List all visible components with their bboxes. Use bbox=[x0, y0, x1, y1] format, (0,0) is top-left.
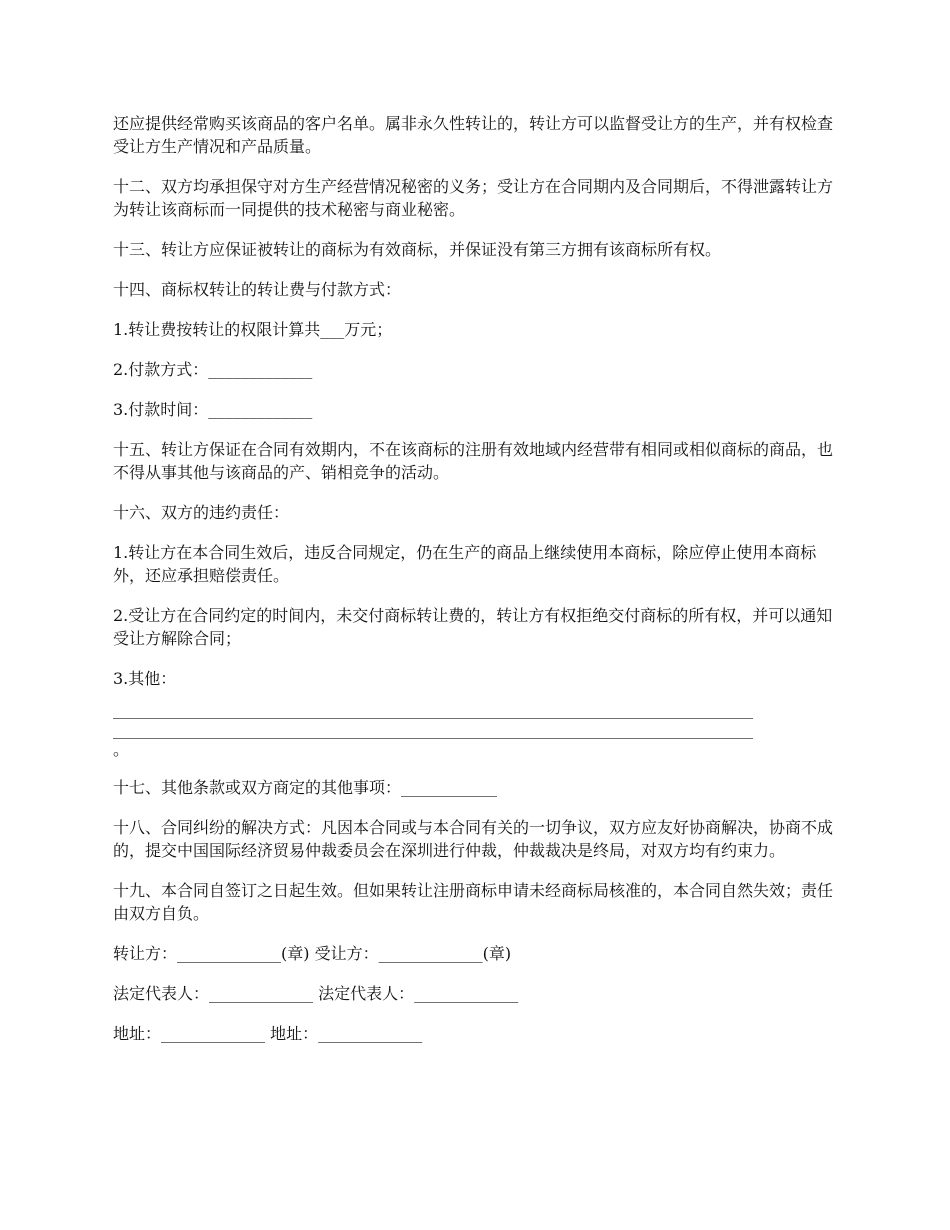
clause-16-item-3-other: 3.其他： bbox=[113, 669, 177, 688]
document-body bbox=[113, 112, 841, 1062]
signature-address-line: 地址：_____________ 地址：_____________ bbox=[113, 1024, 423, 1043]
other-blank-line-2: ________________________________________________________________________________ bbox=[113, 720, 753, 739]
clause-14-fee-payment: 十四、商标权转让的转让费与付款方式： bbox=[113, 280, 402, 299]
other-blank-end: 。 bbox=[113, 740, 130, 759]
clause-17-other-terms: 十七、其他条款或双方商定的其他事项：____________ bbox=[113, 778, 498, 797]
clause-14-item-2-payment-method: 2.付款方式：_____________ bbox=[113, 360, 313, 379]
other-blank-line-1: ________________________________________________________________________________ bbox=[113, 700, 753, 719]
clause-14-item-1-fee: 1.转让费按转让的权限计算共___万元； bbox=[113, 320, 393, 339]
clause-14-item-3-payment-time: 3.付款时间：_____________ bbox=[113, 400, 313, 419]
clause-15-non-compete: 十五、转让方保证在合同有效期内，不在该商标的注册有效地域内经营带有相同或相似商标的商品，也不得从事其他与该商品的产、销相竞争的活动。 bbox=[113, 440, 834, 482]
signature-parties-line: 转让方：_____________(章) 受让方：_____________(章) bbox=[113, 944, 512, 963]
clause-12-confidentiality: 十二、双方均承担保守对方生产经营情况秘密的义务；受让方在合同期内及合同期后，不得泄露转让方为转让该商标而一同提供的技术秘密与商业秘密。 bbox=[113, 177, 834, 219]
clause-13-valid-trademark: 十三、转让方应保证被转让的商标为有效商标，并保证没有第三方拥有该商标所有权。 bbox=[113, 240, 722, 259]
clause-16-item-1: 1.转让方在本合同生效后，违反合同规定，仍在生产的商品上继续使用本商标，除应停止使用本商标外，还应承担赔偿责任。 bbox=[113, 543, 817, 585]
clause-18-dispute-resolution: 十八、合同纠纷的解决方式：凡因本合同或与本合同有关的一切争议，双方应友好协商解决，协商不成的，提交中国国际经济贸易仲裁委员会在深圳进行仲裁，仲裁裁决是终局，对双方均有约束力。 bbox=[113, 818, 834, 860]
clause-16-liability: 十六、双方的违约责任： bbox=[113, 503, 290, 522]
clause-19-effectiveness: 十九、本合同自签订之日起生效。但如果转让注册商标申请未经商标局核准的，本合同自然失效；责任由双方自负。 bbox=[113, 881, 834, 923]
clause-16-item-2: 2.受让方在合同约定的时间内，未交付商标转让费的，转让方有权拒绝交付商标的所有权，并可以通知受让方解除合同； bbox=[113, 606, 833, 648]
paragraph-customer-list: 还应提供经常购买该商品的客户名单。属非永久性转让的，转让方可以监督受让方的生产，并有权检查受让方生产情况和产品质量。 bbox=[113, 114, 834, 156]
signature-representatives-line: 法定代表人：_____________ 法定代表人：_____________ bbox=[113, 984, 519, 1003]
